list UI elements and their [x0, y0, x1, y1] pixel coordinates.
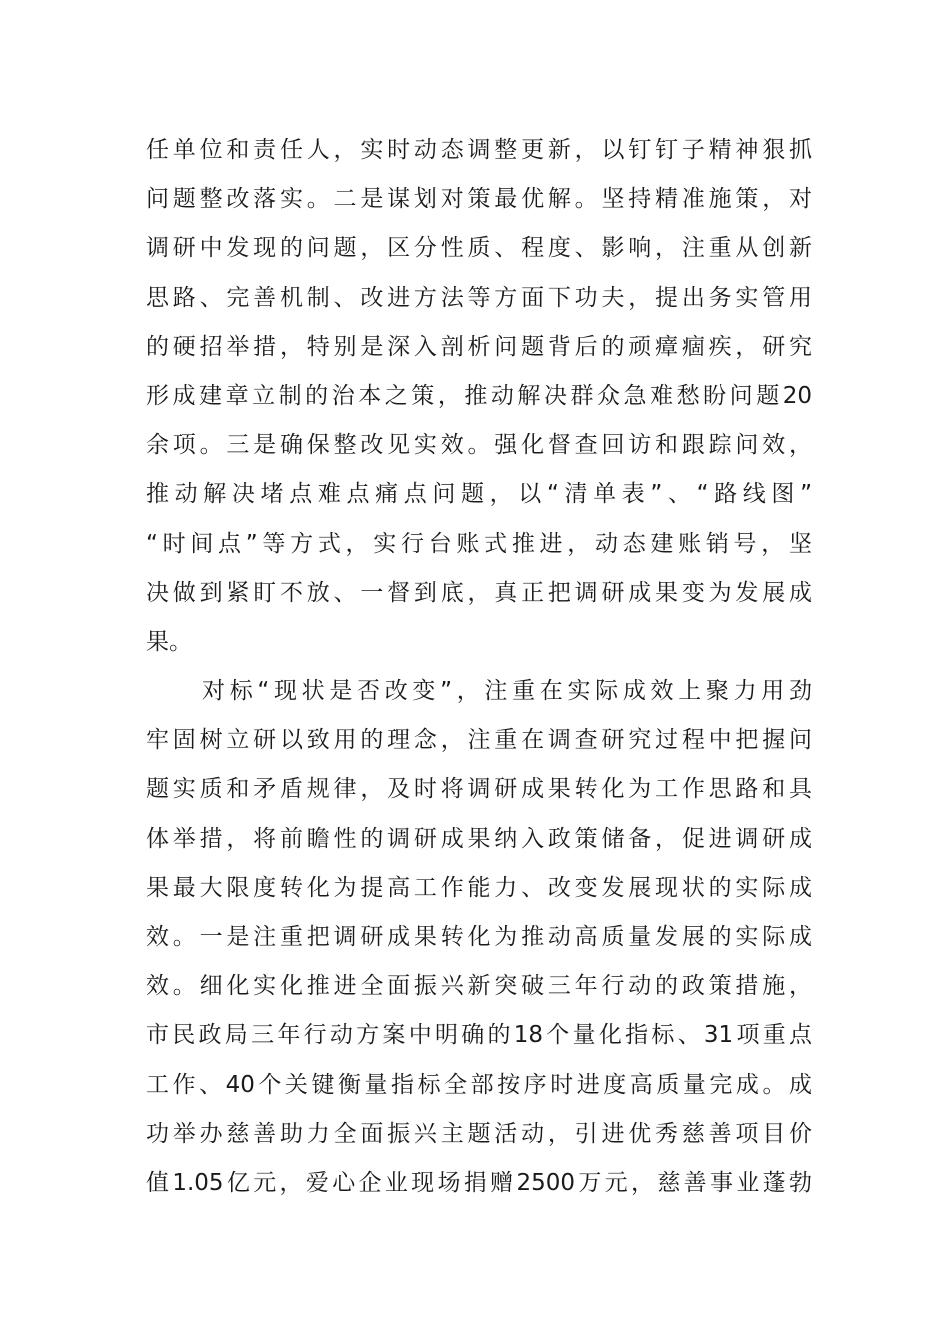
- text-line: 任单位和责任人，实时动态调整更新，以钉钉子精神狠抓: [146, 137, 812, 163]
- text-line: 市民政局三年行动方案中明确的18个量化指标、31项重点: [146, 1022, 812, 1049]
- text-line: 功举办慈善助力全面振兴主题活动，引进优秀慈善项目价: [146, 1120, 812, 1147]
- text-line: 决做到紧盯不放、一督到底，真正把调研成果变为发展成: [146, 579, 812, 606]
- text-line: 的硬招举措，特别是深入剖析问题背后的顽瘴痼疾，研究: [146, 333, 812, 360]
- body-text: [146, 126, 812, 1208]
- text-line: “时间点”等方式，实行台账式推进，动态建账销号，坚: [146, 530, 812, 557]
- text-line: 问题整改落实。二是谋划对策最优解。坚持精准施策，对: [146, 186, 812, 213]
- text-line: 推动解决堵点难点痛点问题，以“清单表”、“路线图”: [146, 481, 812, 508]
- text-line: 效。细化实化推进全面振兴新突破三年行动的政策措施，: [146, 973, 812, 1000]
- text-line: 体举措，将前瞻性的调研成果纳入政策储备，促进调研成: [146, 825, 812, 852]
- paragraph-1: [146, 126, 812, 667]
- paragraph-2: [146, 667, 812, 1208]
- text-line: 思路、完善机制、改进方法等方面下功夫，提出务实管用: [146, 284, 812, 311]
- text-line: 值1.05亿元，爱心企业现场捐赠2500万元，慈善事业蓬勃: [146, 1169, 812, 1196]
- text-line: 题实质和矛盾规律，及时将调研成果转化为工作思路和具: [146, 776, 812, 803]
- text-line: 调研中发现的问题，区分性质、程度、影响，注重从创新: [146, 235, 812, 262]
- text-line: 工作、40个关键衡量指标全部按序时进度高质量完成。成: [146, 1071, 812, 1098]
- text-line: 对标“现状是否改变”，注重在实际成效上聚力用劲: [202, 678, 812, 705]
- text-line: 果最大限度转化为提高工作能力、改变发展现状的实际成: [146, 874, 812, 901]
- text-line: 果。: [146, 628, 192, 655]
- text-line: 牢固树立研以致用的理念，注重在调查研究过程中把握问: [146, 727, 812, 754]
- text-line: 余项。三是确保整改见实效。强化督查回访和跟踪问效，: [146, 432, 812, 459]
- text-line: 效。一是注重把调研成果转化为推动高质量发展的实际成: [146, 924, 812, 950]
- text-line: 形成建章立制的治本之策，推动解决群众急难愁盼问题20: [146, 382, 812, 409]
